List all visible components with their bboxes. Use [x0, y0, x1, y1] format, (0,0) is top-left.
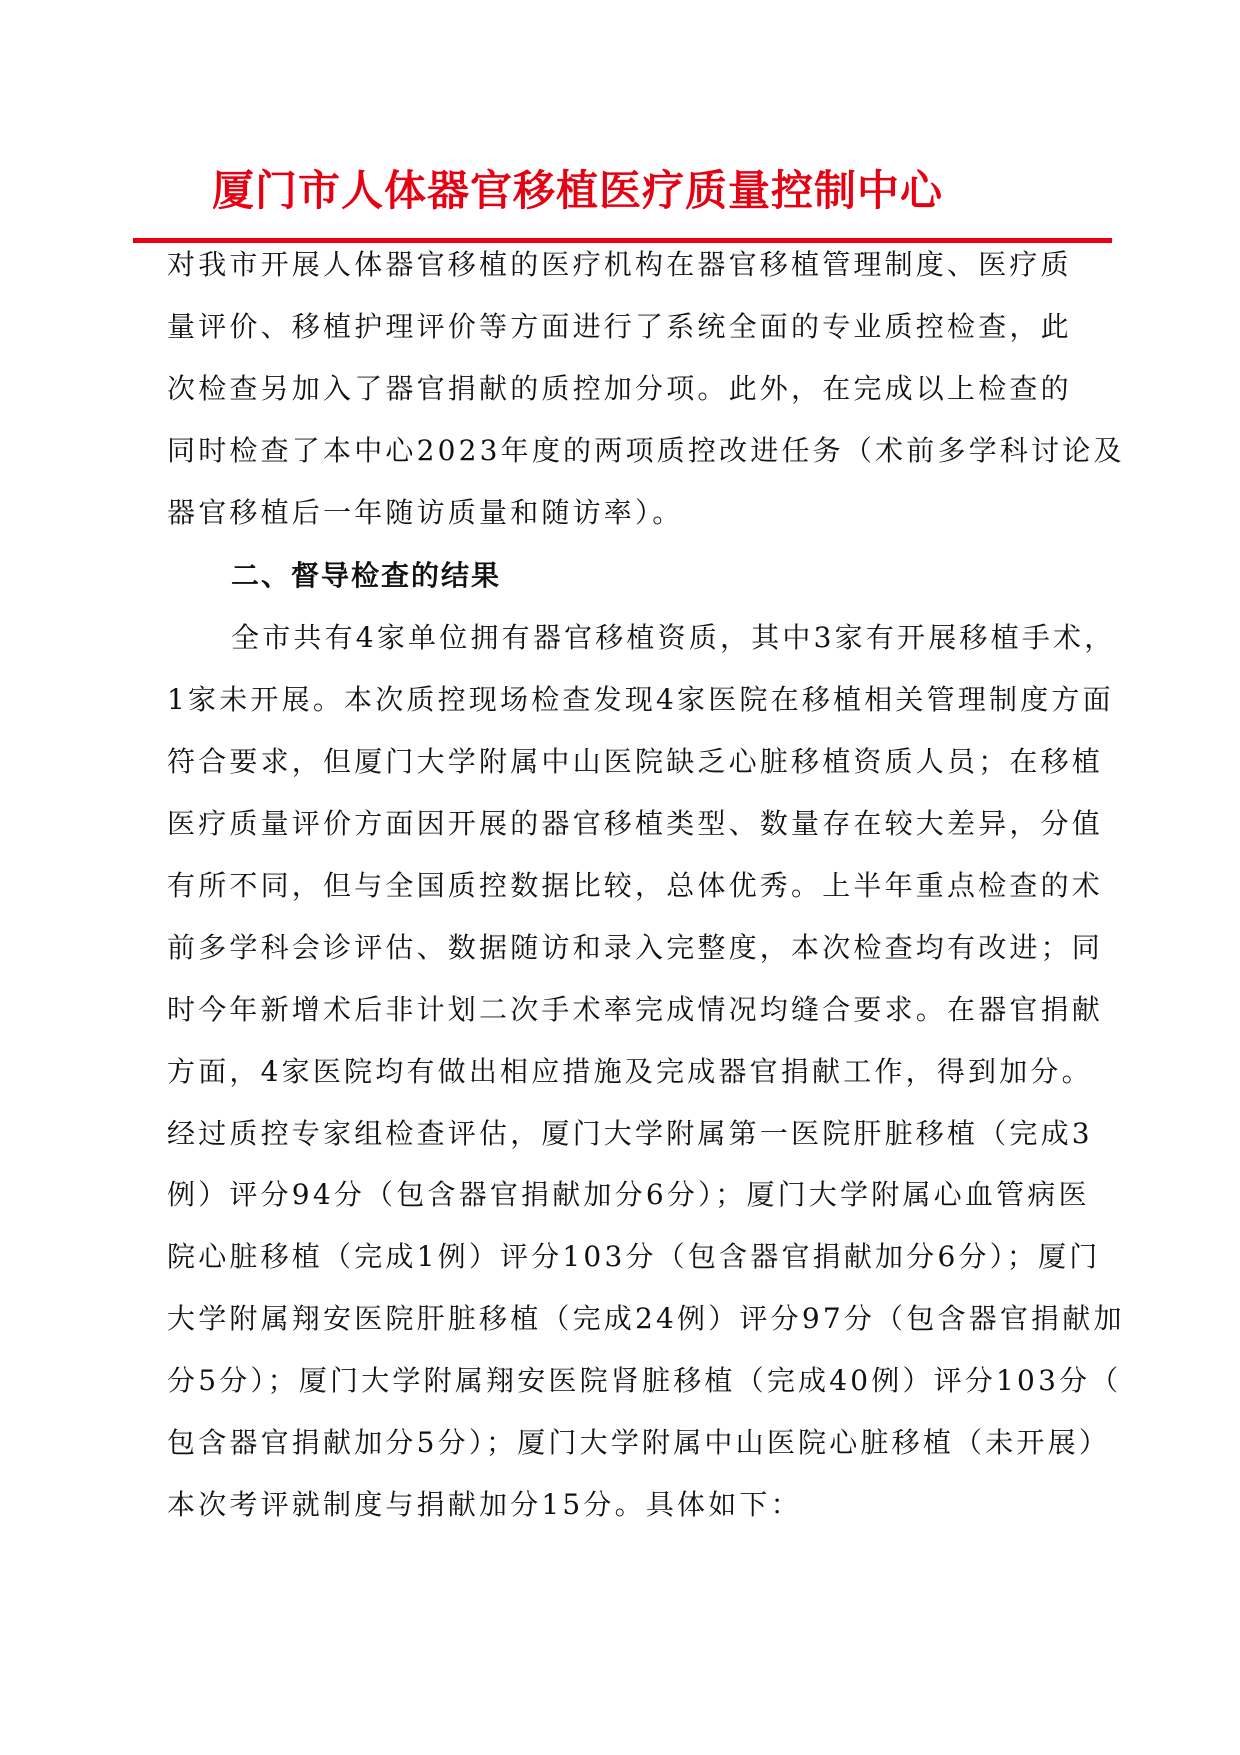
- text-line: 例）评分94分（包含器官捐献加分6分）；厦门大学附属心血管病医: [167, 1178, 1090, 1212]
- text-line: 医疗质量评价方面因开展的器官移植类型、数量存在较大差异，分值: [167, 807, 1104, 841]
- document-body: [167, 242, 1125, 1544]
- text-line: 全市共有4家单位拥有器官移植资质，其中3家有开展移植手术，: [231, 621, 1116, 655]
- text-line: 前多学科会诊评估、数据随访和录入完整度，本次检查均有改进；同: [167, 930, 1104, 964]
- text-line: 对我市开展人体器官移植的医疗机构在器官移植管理制度、医疗质: [167, 248, 1072, 281]
- section-heading-text: 二、督导检查的结果: [231, 559, 502, 593]
- text-line: 院心脏移植（完成1例）评分103分（包含器官捐献加分6分）；厦门: [167, 1240, 1101, 1274]
- text-line: 分5分）；厦门大学附属翔安医院肾脏移植（完成40例）评分103分（: [167, 1364, 1122, 1398]
- text-line: 大学附属翔安医院肝脏移植（完成24例）评分97分（包含器官捐献加: [167, 1302, 1125, 1336]
- text-line: 1家未开展。本次质控现场检查发现4家医院在移植相关管理制度方面: [167, 683, 1114, 717]
- text-line: 器官移植后一年随访质量和随访率）。: [167, 495, 684, 529]
- document-title: 厦门市人体器官移植医疗质量控制中心: [212, 166, 944, 215]
- text-line: 量评价、移植护理评价等方面进行了系统全面的专业质控检查，此: [167, 309, 1072, 343]
- text-line: 时今年新增术后非计划二次手术率完成情况均缝合要求。在器官捐献: [167, 992, 1104, 1026]
- paragraph-results: [167, 615, 1125, 1543]
- text-line: 符合要求，但厦门大学附属中山医院缺乏心脏移植资质人员；在移植: [167, 745, 1104, 779]
- paragraph-intro: [167, 242, 1125, 551]
- text-line: 同时检查了本中心2023年度的两项质控改进任务（术前多学科讨论及: [167, 433, 1125, 467]
- text-line: 经过质控专家组检查评估，厦门大学附属第一医院肝脏移植（完成3: [167, 1116, 1093, 1150]
- text-line: 包含器官捐献加分5分）；厦门大学附属中山医院心脏移植（未开展）: [167, 1426, 1111, 1460]
- text-line: 方面，4家医院均有做出相应措施及完成器官捐献工作，得到加分。: [167, 1054, 1093, 1088]
- text-line: 本次考评就制度与捐献加分15分。具体如下：: [167, 1487, 802, 1521]
- section-heading: [167, 551, 1077, 615]
- text-line: 有所不同，但与全国质控数据比较，总体优秀。上半年重点检查的术: [167, 869, 1104, 903]
- text-line: 次检查另加入了器官捐献的质控加分项。此外，在完成以上检查的: [167, 371, 1072, 405]
